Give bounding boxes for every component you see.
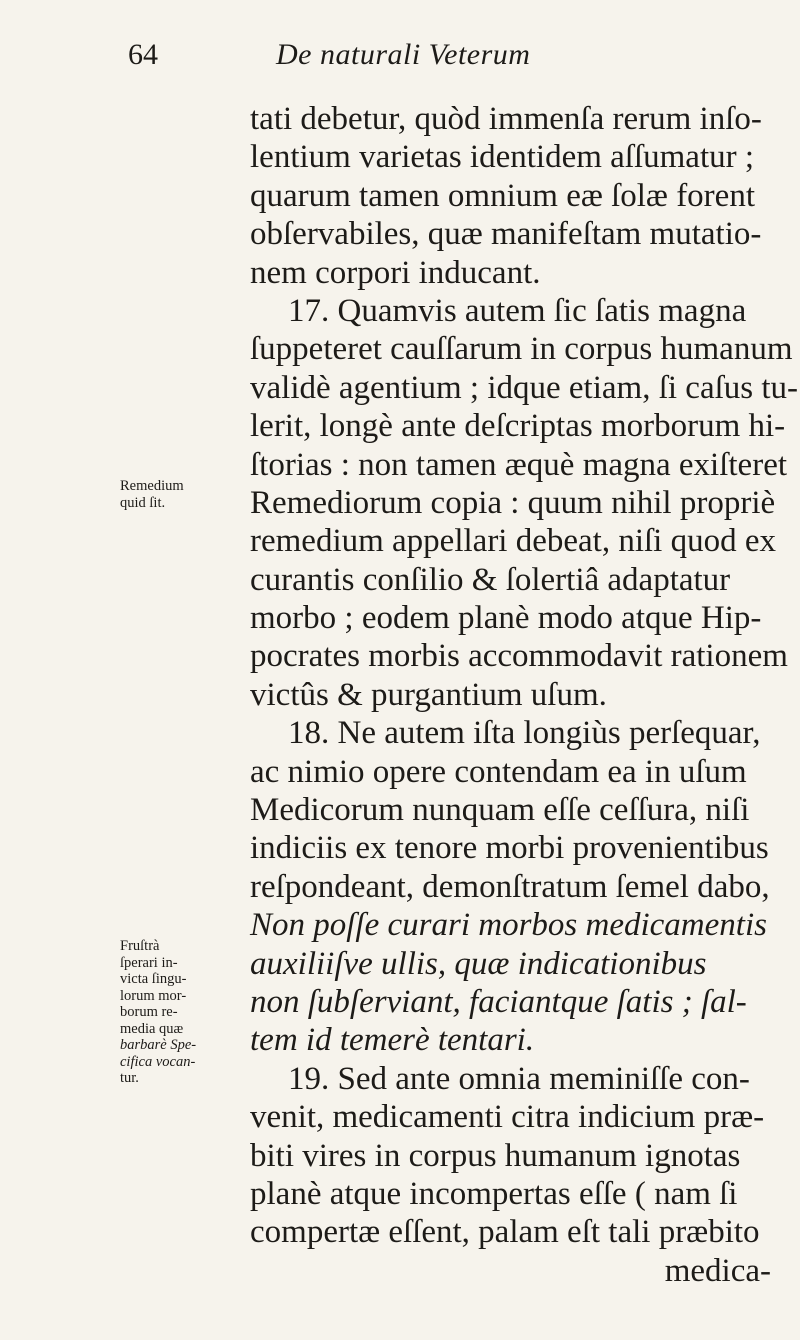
margin-note-remedium [120, 478, 248, 511]
text-line: planè atque incompertas eſſe ( nam ſi [250, 1175, 738, 1212]
text-line: ſuppeteret cauſſarum in corpus humanum [250, 331, 793, 368]
text-line: ac nimio opere contendam ea in uſum [250, 753, 747, 790]
text-line: indiciis ex tenore morbi provenientibus [250, 830, 769, 867]
text-line: lerit, longè ante deſcriptas morborum hi- [250, 408, 786, 445]
text-line: victûs & purgantium uſum. [250, 676, 607, 713]
margin-note-line: media quæ [120, 1020, 184, 1037]
page-header [128, 38, 800, 88]
margin-note-line: Remedium [120, 478, 184, 494]
margin-note-line: quid ſit. [120, 494, 166, 511]
margin-note-line: borum re- [120, 1004, 178, 1020]
catchword: medica- [664, 1252, 771, 1289]
margin-note-line: victa ſingu- [120, 971, 187, 987]
text-line: lentium varietas identidem aſſumatur ; [250, 139, 755, 176]
margin-note-line: lorum mor- [120, 987, 187, 1004]
text-line: compertæ eſſent, palam eſt tali præbito [250, 1214, 760, 1251]
text-line: validè agentium ; idque etiam, ſi caſus tu- [250, 369, 799, 406]
text-line: venit, medicamenti citra indicium præ- [250, 1099, 765, 1136]
margin-note-line: barbarè Spe- [120, 1037, 197, 1053]
running-title: De naturali Veterum [276, 38, 531, 71]
text-line: morbo ; eodem planè modo atque Hip- [250, 600, 762, 637]
margin-note-frustra [120, 938, 248, 1087]
text-line: curantis conſilio & ſolertiâ adaptatur [250, 561, 731, 598]
text-line: ſtorias : non tamen æquè magna exiſteret [250, 446, 788, 483]
text-line: pocrates morbis accommodavit rationem [250, 638, 788, 675]
paragraph-17-start: 17. Quamvis autem ſic ſatis magna [288, 292, 747, 329]
text-line: reſpondeant, demonſtratum ſemel dabo, [250, 868, 770, 905]
paragraph-19-start: 19. Sed ante omnia meminiſſe con- [288, 1060, 750, 1097]
text-line: obſervabiles, quæ manifeſtam mutatio- [250, 216, 762, 253]
text-line: tati debetur, quòd immenſa rerum inſo- [250, 101, 762, 137]
page-number: 64 [128, 38, 158, 71]
main-text-block [250, 100, 799, 1290]
text-line: Remediorum copia : quum nihil propriè [250, 484, 776, 521]
margin-note-line: tur. [120, 1070, 139, 1086]
margin-note-line: ſperari in- [120, 954, 178, 971]
paragraph-18-start: 18. Ne autem iſta longiùs perſequar, [288, 715, 761, 752]
text-line: Medicorum nunquam eſſe ceſſura, niſi [250, 792, 750, 829]
text-line: remedium appellari debeat, niſi quod ex [250, 523, 776, 560]
thesis-line: auxiliiſve ullis, quæ indicationibus [250, 945, 707, 982]
margin-note-line: cifica vocan- [120, 1053, 196, 1070]
text-line: nem corpori inducant. [250, 254, 541, 291]
margin-note-line: Fruſtrà [120, 938, 160, 954]
thesis-line: tem id temerè tentari. [250, 1022, 535, 1059]
text-line: biti vires in corpus humanum ignotas [250, 1137, 741, 1174]
thesis-line: non ſubſerviant, faciantque ſatis ; ſal- [250, 983, 747, 1020]
text-line: quarum tamen omnium eæ ſolæ forent [250, 177, 755, 214]
thesis-line: Non poſſe curari morbos medicamentis [250, 907, 767, 944]
